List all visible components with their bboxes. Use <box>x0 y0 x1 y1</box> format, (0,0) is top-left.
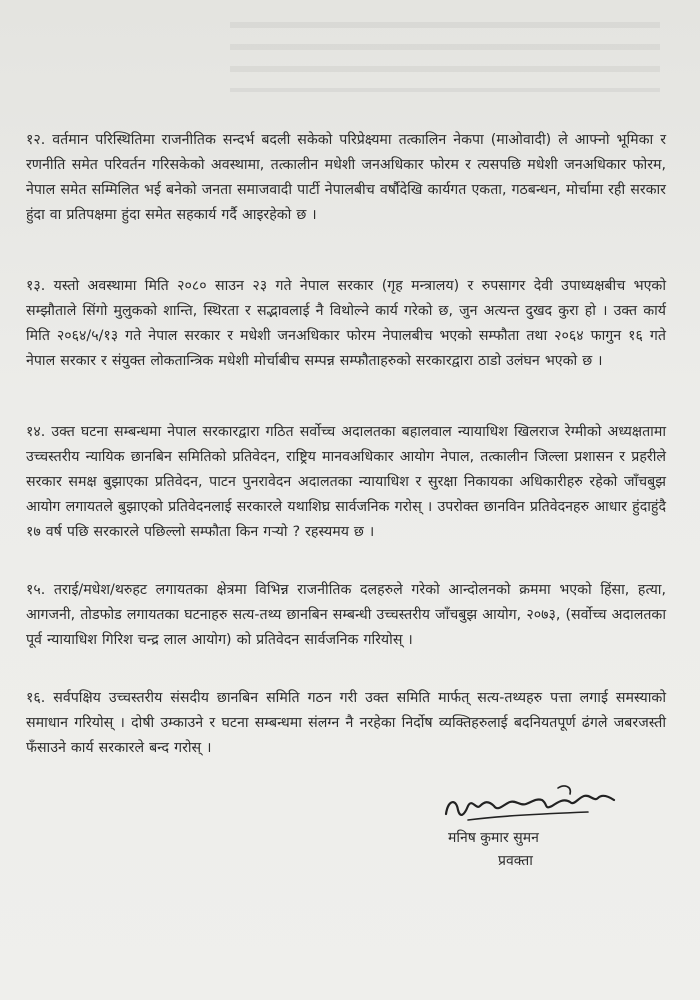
paragraph-13: १३. यस्तो अवस्थामा मिति २०८० साउन २३ गते नेपाल सरकार (गृह मन्त्रालय) र रुपसागर देवी उपाध्यक्षबीच भएको सम्झौताले सिंगो मुलुकको शान्ति, स्थिरता र सद्भावलाई नै विथोल्ने कार्य गरेको छ, जुन अत्यन्त दुखद कुरा हो । उक्त कार्य मिति २०६४/५/१३ गते नेपाल सरकार र मधेशी जनअधिकार फोरम नेपालबीच भएको सम्फौता तथा २०६४ फागुन १६ गते नेपाल सरकार र संयुक्त लोकतान्त्रिक मधेशी मोर्चाबीच सम्पन्न सम्फौताहरुको सरकारद्वारा ठाडो उलंघन भएको छ । <box>26 278 666 369</box>
paragraph-14: १४. उक्त घटना सम्बन्धमा नेपाल सरकारद्वारा गठित सर्वोच्च अदालतका बहालवाल न्यायाधिश खिलराज रेग्मीको अध्यक्षतामा उच्चस्तरीय न्यायिक छानबिन समितिको प्रतिवेदन, राष्ट्रिय मानवअधिकार आयोग नेपाल, तत्कालीन जिल्ला प्रशासन र प्रहरीले सरकार समक्ष बुझाएका प्रतिवेदन, पाटन पुनरावेदन अदालतका न्यायाधिश र सुरक्षा निकायका अधिकारीहरु रहेको जाँचबुझ आयोग लगायतले बुझाएको प्रतिवेदनलाई सरकारले यथाशिघ्र सार्वजनिक गरोस् । उपरोक्त छानविन प्रतिवेदनहरु आधार हुंदाहुंदै १७ वर्ष पछि सरकारले पछिल्लो सम्फौता किन गऱ्यो ? रहस्यमय छ । <box>26 424 666 540</box>
signatory-name: मनिष कुमार सुमन <box>448 830 539 846</box>
paragraph-15: १५. तराई/मधेश/थरुहट लगायतका क्षेत्रमा विभिन्न राजनीतिक दलहरुले गरेको आन्दोलनको क्रममा भएको हिंसा, हत्या, आगजनी, तोडफोड लगायतका घटनाहरु सत्य-तथ्य छानबिन सम्बन्धी उच्चस्तरीय जाँचबुझ आयोग, २०७३, (सर्वोच्च अदालतका पूर्व न्यायाधिश गिरिश चन्द्र लाल आयोग) को प्रतिवेदन सार्वजनिक गरियोस् । <box>26 582 666 648</box>
handwritten-signature <box>438 776 618 836</box>
faded-letterhead-bleedthrough <box>230 22 660 92</box>
paragraph-16: १६. सर्वपक्षिय उच्चस्तरीय संसदीय छानबिन समिति गठन गरी उक्त समिति मार्फत् सत्य-तथ्यहरु पत्ता लगाई समस्याको समाधान गरियोस् । दोषी उम्काउने र घटना सम्बन्धमा संलग्न नै नरहेका निर्दोष व्यक्तिहरुलाई बदनियतपूर्ण ढंगले जबरजस्ती फँसाउने कार्य सरकारले बन्द गरोस् । <box>26 690 666 756</box>
signatory-title: प्रवक्ता <box>498 853 533 869</box>
paragraph-12: १२. वर्तमान परिस्थितिमा राजनीतिक सन्दर्भ बदली सकेको परिप्रेक्ष्यमा तत्कालिन नेकपा (माओवादी) ले आफ्नो भूमिका र रणनीति समेत परिवर्तन गरिसकेको अवस्थामा, तत्कालीन मधेशी जनअधिकार फोरम र त्यसपछि मधेशी जनअधिकार फोरम, नेपाल समेत सम्मिलित भई बनेको जनता समाजवादी पार्टी नेपालबीच वर्षौदेखि कार्यगत एकता, गठबन्धन, मोर्चामा रही सरकार हुंदा वा प्रतिपक्षमा हुंदा समेत सहकार्य गर्दै आइरहेको छ । <box>26 132 666 223</box>
